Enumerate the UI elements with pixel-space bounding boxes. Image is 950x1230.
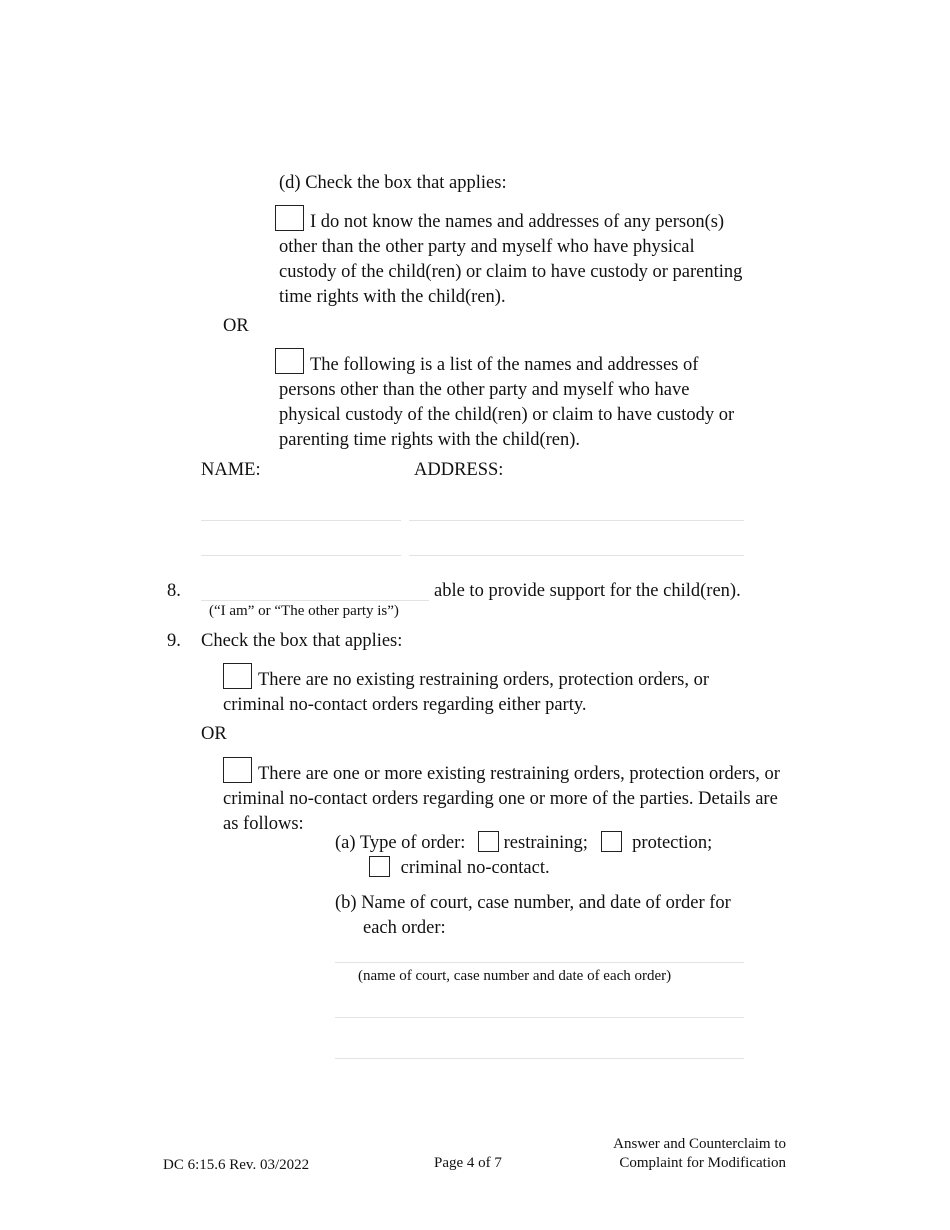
section-d-option-2-text: The following is a list of the names and addresses of persons other than the other party and myself who have physical custody of the child(ren) or claim to have custody or parenting time rights with the child(ren). bbox=[279, 355, 735, 450]
order-type-row bbox=[335, 831, 712, 856]
support-party-input[interactable] bbox=[201, 600, 429, 601]
section-d-heading: (d) Check the box that applies: bbox=[279, 173, 507, 193]
section-d-option-1 bbox=[279, 205, 749, 310]
criminal-no-contact-label: criminal no-contact. bbox=[400, 858, 550, 878]
court-details-input-3[interactable] bbox=[335, 1058, 744, 1059]
item-8-hint: (“I am” or “The other party is”) bbox=[209, 603, 399, 619]
item-9-number: 9. bbox=[167, 631, 181, 651]
court-details-input-2[interactable] bbox=[335, 1017, 744, 1018]
order-type-label: (a) Type of order: bbox=[335, 833, 466, 853]
checkbox-protection[interactable] bbox=[601, 831, 622, 852]
footer-title bbox=[586, 1135, 786, 1173]
order-type-row-2 bbox=[369, 856, 550, 881]
section-d-option-2 bbox=[279, 348, 749, 453]
court-details-label: (b) Name of court, case number, and date of order for bbox=[335, 893, 731, 913]
court-details-label-2: each order: bbox=[363, 918, 446, 938]
protection-label: protection; bbox=[632, 833, 713, 853]
footer-title-line-1: Answer and Counterclaim to bbox=[613, 1136, 786, 1152]
restraining-label: restraining; bbox=[503, 833, 588, 853]
address-entry-line-2[interactable] bbox=[409, 555, 744, 556]
item-9-heading: Check the box that applies: bbox=[201, 631, 403, 651]
checkbox-list-of-persons[interactable] bbox=[275, 348, 304, 374]
court-details-input-1[interactable] bbox=[335, 962, 744, 963]
checkbox-restraining[interactable] bbox=[478, 831, 499, 852]
item-9-option-1 bbox=[223, 663, 753, 718]
item-9-option-2-text: There are one or more existing restraining orders, protection orders, or criminal no-contact orders regarding one or more of the parties. Details are as follows: bbox=[223, 764, 780, 834]
checkbox-criminal-no-contact[interactable] bbox=[369, 856, 390, 877]
checkbox-no-existing-orders[interactable] bbox=[223, 663, 252, 689]
address-column-label: ADDRESS: bbox=[414, 460, 504, 480]
item-9-or: OR bbox=[201, 724, 227, 744]
item-9-option-1-text: There are no existing restraining orders, protection orders, or criminal no-contact orders regarding either party. bbox=[223, 670, 710, 715]
checkbox-existing-orders[interactable] bbox=[223, 757, 252, 783]
checkbox-no-known-persons[interactable] bbox=[275, 205, 304, 231]
name-entry-line-2[interactable] bbox=[201, 555, 401, 556]
item-8-text: able to provide support for the child(ren). bbox=[434, 581, 741, 601]
footer-page-number: Page 4 of 7 bbox=[434, 1155, 502, 1171]
item-8-number: 8. bbox=[167, 581, 181, 601]
court-details-hint: (name of court, case number and date of each order) bbox=[358, 968, 672, 984]
footer-title-line-2: Complaint for Modification bbox=[619, 1155, 786, 1171]
section-d-or: OR bbox=[223, 316, 249, 336]
item-9-option-2 bbox=[223, 757, 783, 837]
address-entry-line-1[interactable] bbox=[409, 520, 744, 521]
name-column-label: NAME: bbox=[201, 460, 261, 480]
name-entry-line-1[interactable] bbox=[201, 520, 401, 521]
section-d-option-1-text: I do not know the names and addresses of any person(s) other than the other party and myself who have physical custody of the child(ren) or claim to have custody or parenting time rights with the child(ren). bbox=[279, 212, 743, 307]
footer-form-id: DC 6:15.6 Rev. 03/2022 bbox=[163, 1157, 310, 1173]
